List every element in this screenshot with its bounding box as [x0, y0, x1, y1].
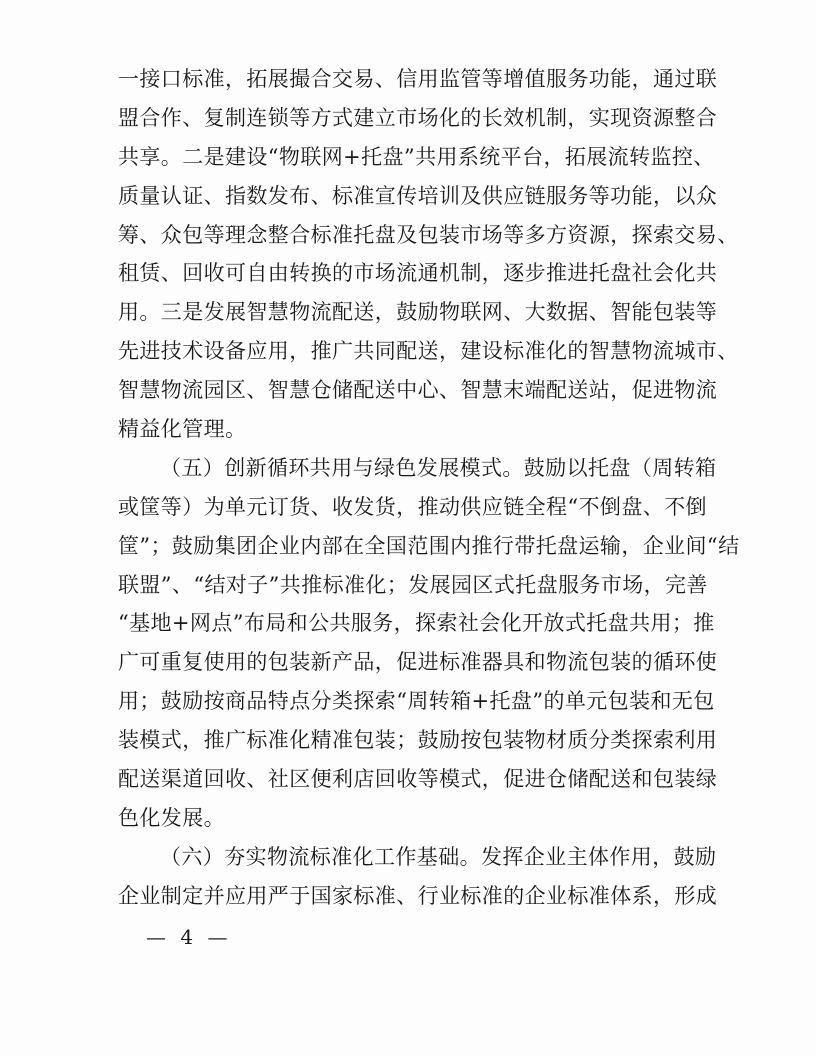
text-line: 装模式，推广标准化精准包装；鼓励按包装物材质分类探索利用	[118, 728, 718, 753]
text-line: 质量认证、指数发布、标准宣传培训及供应链服务等功能，以众	[118, 183, 718, 208]
text-line: 盟合作、复制连锁等方式建立市场化的长效机制，实现资源整合	[118, 105, 718, 130]
text-line: 用。三是发展智慧物流配送，鼓励物联网、大数据、智能包装等	[118, 300, 718, 325]
text-line: 或筐等）为单元订货、收发货，推动供应链全程“不倒盘、不倒	[118, 494, 707, 519]
text-line: 筐”；鼓励集团企业内部在全国范围内推行带托盘运输，企业间“结	[118, 533, 740, 558]
text-line: 共享。二是建设“物联网+托盘”共用系统平台，拓展流转监控、	[118, 144, 715, 169]
text-line: 先进技术设备应用，推广共同配送，建设标准化的智慧物流城市、	[118, 339, 739, 364]
text-line: 一接口标准，拓展撮合交易、信用监管等增值服务功能，通过联	[118, 67, 718, 91]
text-line: 租赁、回收可自由转换的市场流通机制，逐步推进托盘社会化共	[118, 261, 718, 286]
text-line: 广可重复使用的包装新产品，促进标准器具和物流包装的循环使	[118, 650, 718, 675]
text-line: 企业制定并应用严于国家标准、行业标准的企业标准体系，形成	[118, 883, 718, 908]
section-heading-line: （五）创新循环共用与绿色发展模式。鼓励以托盘（周转箱	[160, 455, 717, 480]
text-line: 用；鼓励按商品特点分类探索“周转箱+托盘”的单元包装和无包	[118, 689, 715, 714]
body-text	[118, 60, 740, 916]
text-line: 联盟”、“结对子”共推标准化；发展园区式托盘服务市场，完善	[118, 572, 708, 597]
text-line: 智慧物流园区、智慧仓储配送中心、智慧末端配送站，促进物流	[118, 378, 718, 403]
text-line: “基地+网点”布局和公共服务，探索社会化开放式托盘共用；推	[118, 611, 715, 636]
page-number: — 4 —	[146, 925, 232, 949]
text-line: 色化发展。	[118, 805, 225, 830]
text-line: 精益化管理。	[118, 417, 247, 442]
section-heading-line: （六）夯实物流标准化工作基础。发挥企业主体作用，鼓励	[160, 844, 717, 869]
text-line: 筹、众包等理念整合标准托盘及包装市场等多方资源，探索交易、	[118, 222, 739, 247]
text-line: 配送渠道回收、社区便利店回收等模式，促进仓储配送和包装绿	[118, 767, 718, 792]
